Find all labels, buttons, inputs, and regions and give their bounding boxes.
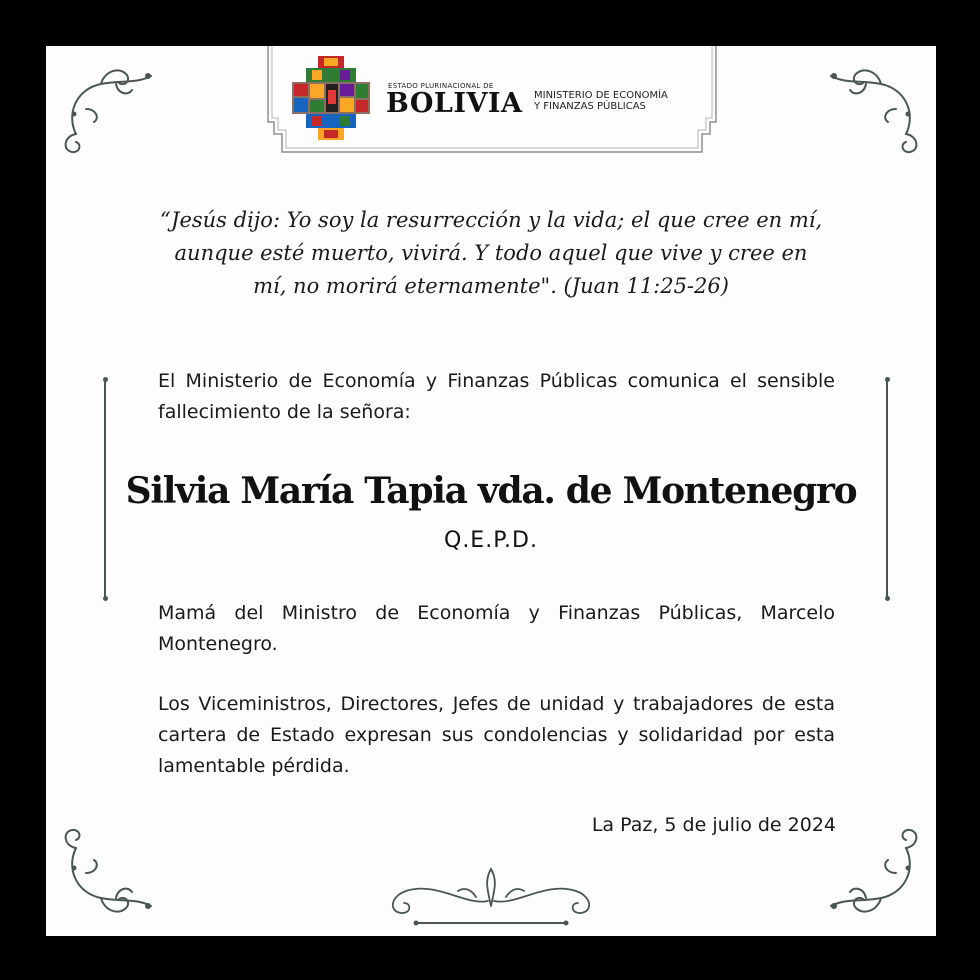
condolences-text: Los Viceministros, Directores, Jefes de unidad y trabajadores de esta cartera de Estado expresan sus condolencias y solidaridad por esta lamentable pérdida. xyxy=(158,693,835,777)
announcement-text: El Ministerio de Economía y Finanzas Públicas comunica el sensible fallecimiento de la señora: xyxy=(158,370,835,423)
corner-ornament-top-left-icon xyxy=(56,54,166,164)
bottom-center-ornament-icon xyxy=(376,861,606,931)
deceased-name: Silvia María Tapia vda. de Montenegro xyxy=(125,470,857,512)
date-text: La Paz, 5 de julio de 2024 xyxy=(591,814,836,836)
ministry-name xyxy=(534,90,668,112)
condolence-card xyxy=(46,46,936,936)
bolivia-chakana-logo-icon xyxy=(292,56,370,140)
logo-title: BOLIVIA xyxy=(386,88,523,119)
corner-ornament-bottom-left-icon xyxy=(56,818,166,928)
ministry-line-1: MINISTERIO DE ECONOMÍA xyxy=(534,90,668,101)
qepd-text: Q.E.P.D. xyxy=(444,528,538,553)
bible-quote: “Jesús dijo: Yo soy la resurrección y la vida; el que cree en mí, aunque esté muerto, vivirá. Y todo aquel que vive y cree en mí, no morirá eternamente". (Juan 11:25-26) xyxy=(159,208,823,298)
logo-subtitle: ESTADO PLURINACIONAL DE xyxy=(388,82,494,90)
corner-ornament-top-right-icon xyxy=(816,54,926,164)
right-divider-line xyxy=(886,380,888,598)
relation-text: Mamá del Ministro de Economía y Finanzas Públicas, Marcelo Montenegro. xyxy=(158,602,835,655)
ministry-line-2: Y FINANZAS PÚBLICAS xyxy=(534,101,646,112)
